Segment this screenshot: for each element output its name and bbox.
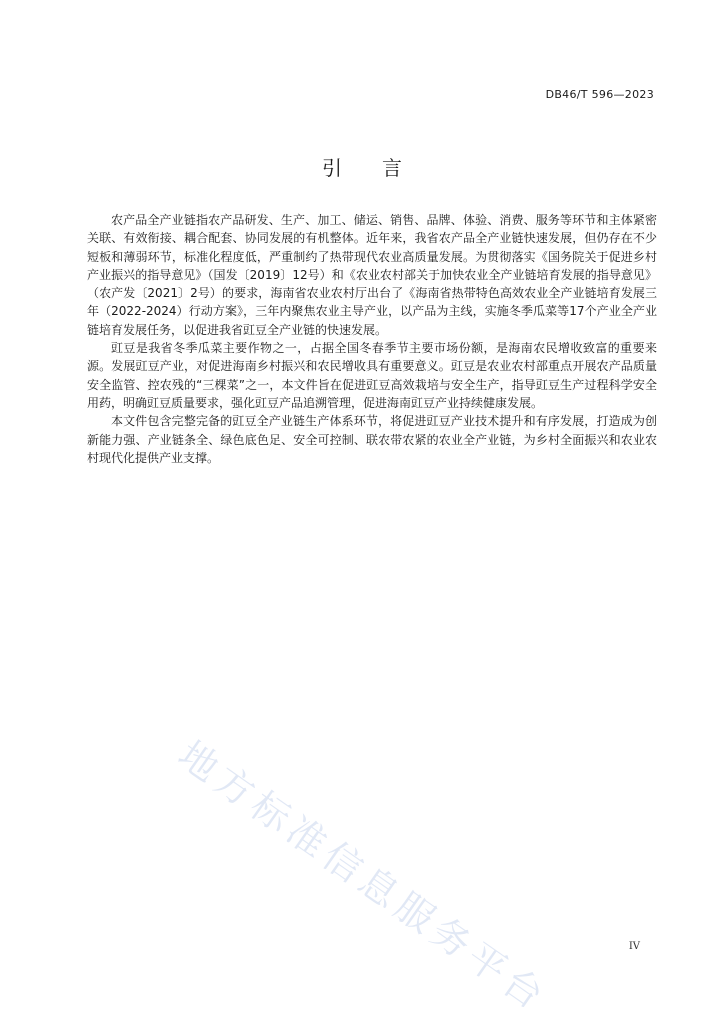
body-text <box>87 211 657 467</box>
page-number: IV <box>628 941 640 952</box>
watermark: 地方标准信息服务平台 <box>170 732 557 1021</box>
paragraph: 农产品全产业链指农产品研发、生产、加工、储运、销售、品牌、体验、消费、服务等环节和主体紧密关联、有效衔接、耦合配套、协同发展的有机整体。近年来，我省农产品全产业链快速发展，但仍存在不少短板和薄弱环节，标准化程度低，严重制约了热带现代农业高质量发展。为贯彻落实《国务院关于促进乡村产业振兴的指导意见》（国发〔2019〕12号）和《农业农村部关于加快农业全产业链培育发展的指导意见》（农产发〔2021〕2号）的要求，海南省农业农村厅出台了《海南省热带特色高效农业全产业链培育发展三年（2022-2024）行动方案》，三年内聚焦农业主导产业，以产品为主线，实施冬季瓜菜等17个产业全产业链培育发展任务，以促进我省豇豆全产业链的快速发展。 <box>87 213 657 337</box>
paragraph: 本文件包含完整完备的豇豆全产业链生产体系环节，将促进豇豆产业技术提升和有序发展，打造成为创新能力强、产业链条全、绿色底色足、安全可控制、联农带农紧的农业全产业链，为乡村全面振兴和农业农村现代化提供产业支撑。 <box>87 414 657 465</box>
page-title: 引言 <box>322 156 442 180</box>
paragraph: 豇豆是我省冬季瓜菜主要作物之一，占据全国冬春季节主要市场份额，是海南农民增收致富的重要来源。发展豇豆产业，对促进海南乡村振兴和农民增收具有重要意义。豇豆是农业农村部重点开展农产品质量安全监管、控农残的“三棵菜”之一，本文件旨在促进豇豆高效栽培与安全生产，指导豇豆生产过程科学安全用药，明确豇豆质量要求，强化豇豆产品追溯管理，促进海南豇豆产业持续健康发展。 <box>87 341 657 410</box>
document-code: DB46/T 596—2023 <box>545 88 654 101</box>
